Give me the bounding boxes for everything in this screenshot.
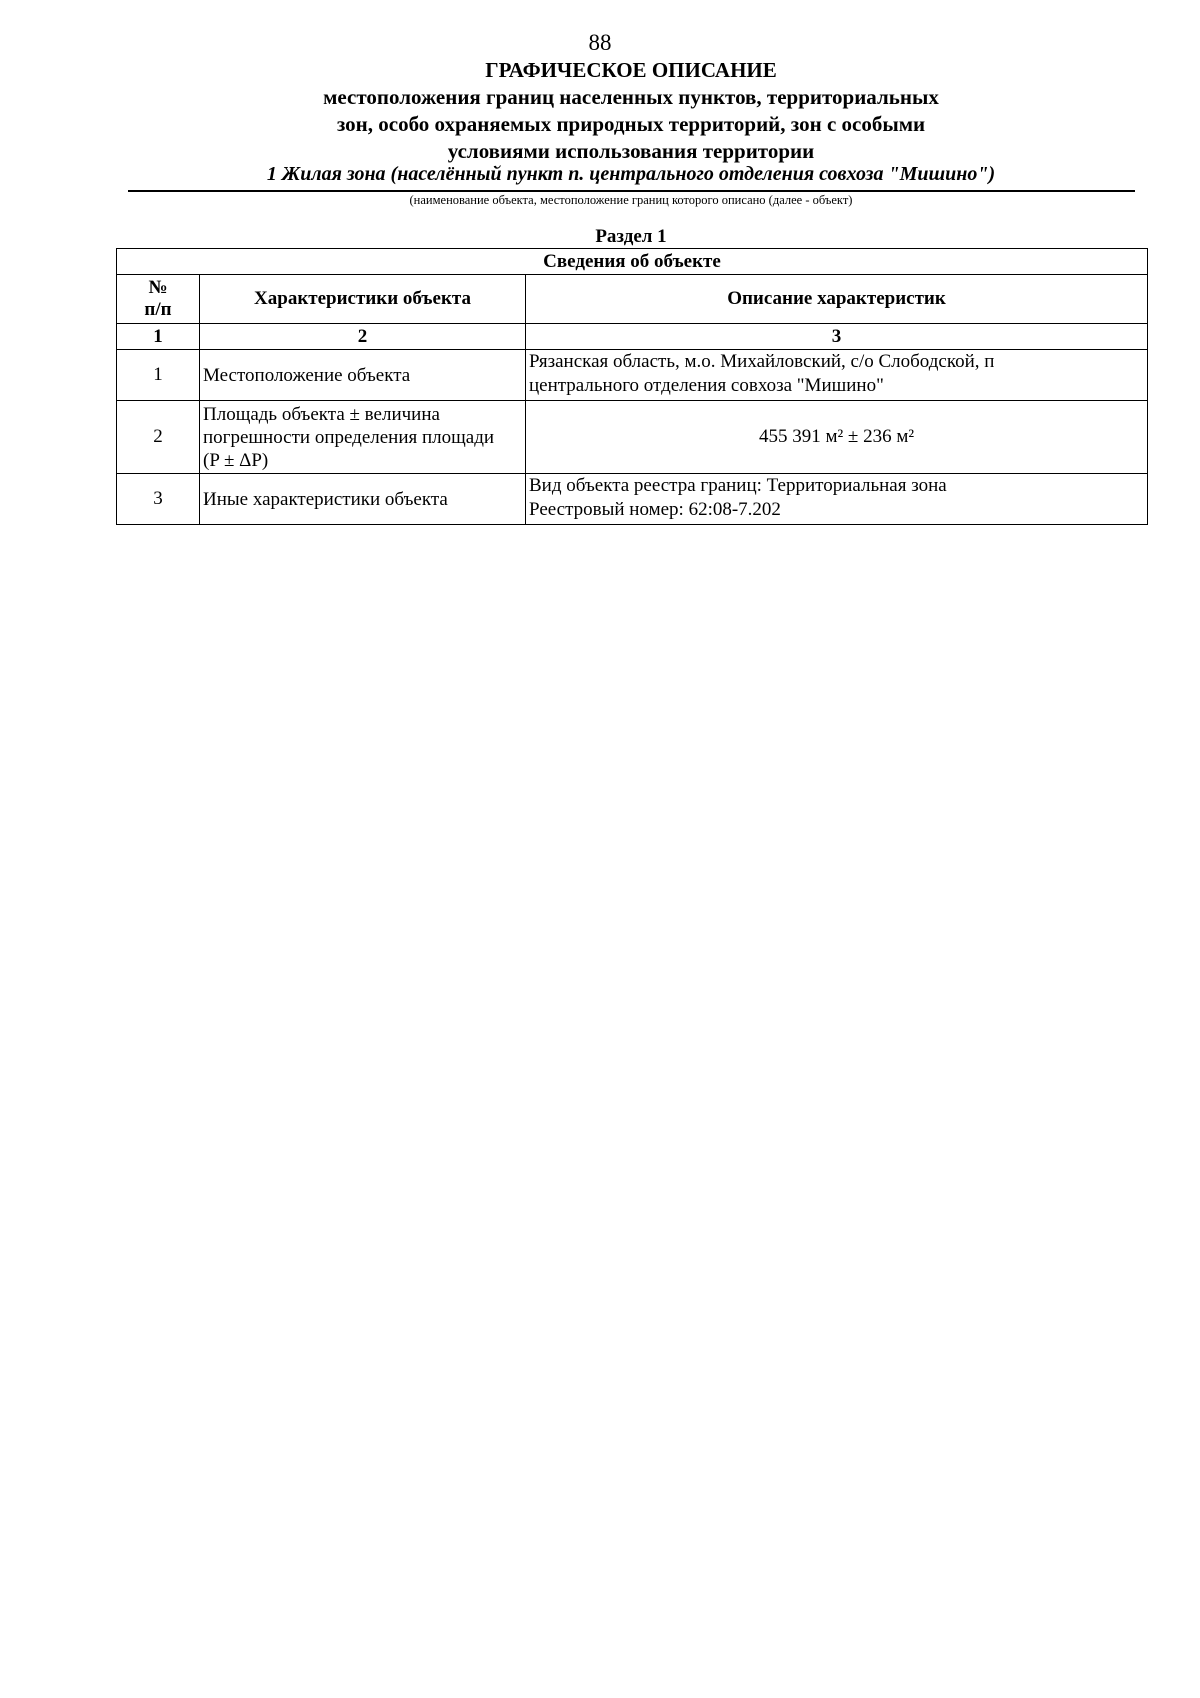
row-description [526, 474, 1148, 525]
description-line: центрального отделения совхоза "Мишино" [529, 375, 884, 396]
subtitle-line: зон, особо охраняемых природных территорий, зон с особыми [336, 112, 926, 136]
description-line: Вид объекта реестра границ: Территориальная зона [529, 475, 947, 496]
document-title: ГРАФИЧЕСКОЕ ОПИСАНИЕ [485, 58, 777, 82]
table-row [117, 350, 1148, 401]
characteristic-line: (P ± ΔP) [203, 449, 269, 471]
header-characteristics: Характеристики объекта [200, 275, 526, 324]
object-name: 1 Жилая зона (населённый пункт п. центрального отделения совхоза "Мишино") [266, 163, 996, 185]
object-caption: (наименование объекта, местоположение границ которого описано (далее - объект) [409, 193, 853, 207]
characteristic-line: погрешности определения площади [203, 426, 495, 448]
subtitle-line: местоположения границ населенных пунктов, территориальных [323, 85, 939, 109]
row-number: 1 [117, 350, 200, 401]
description-line: Рязанская область, м.о. Михайловский, с/о Слободской, п [529, 351, 995, 372]
header-num-line1: № [148, 277, 168, 298]
row-characteristic [200, 350, 526, 401]
row-description [526, 401, 1148, 474]
row-number: 3 [117, 474, 200, 525]
column-number: 2 [200, 324, 526, 350]
row-characteristic [200, 474, 526, 525]
subtitle-line: условиями использования территории [447, 139, 815, 163]
table-caption-row [117, 249, 1148, 275]
column-number: 1 [117, 324, 200, 350]
header-description: Описание характеристик [526, 275, 1148, 324]
column-number-row [117, 324, 1148, 350]
object-name-underline [128, 190, 1135, 192]
characteristic-line: Площадь объекта ± величина [203, 403, 440, 425]
table-caption: Сведения об объекте [117, 249, 1148, 275]
table-row [117, 474, 1148, 525]
document-subtitle [0, 84, 1200, 165]
table-header-row [117, 275, 1148, 324]
table-row [117, 401, 1148, 474]
characteristic-line: Иные характеристики объекта [203, 488, 448, 510]
page-number: 88 [588, 30, 612, 55]
row-number: 2 [117, 401, 200, 474]
header-num-line2: п/п [144, 299, 172, 320]
object-info-table [116, 248, 1148, 525]
column-number: 3 [526, 324, 1148, 350]
description-line: 455 391 м² ± 236 м² [758, 426, 915, 447]
section-title: Раздел 1 [595, 226, 667, 247]
characteristic-line: Местоположение объекта [203, 364, 411, 386]
row-description [526, 350, 1148, 401]
description-line: Реестровый номер: 62:08-7.202 [529, 499, 781, 520]
header-num [117, 275, 200, 324]
row-characteristic [200, 401, 526, 474]
